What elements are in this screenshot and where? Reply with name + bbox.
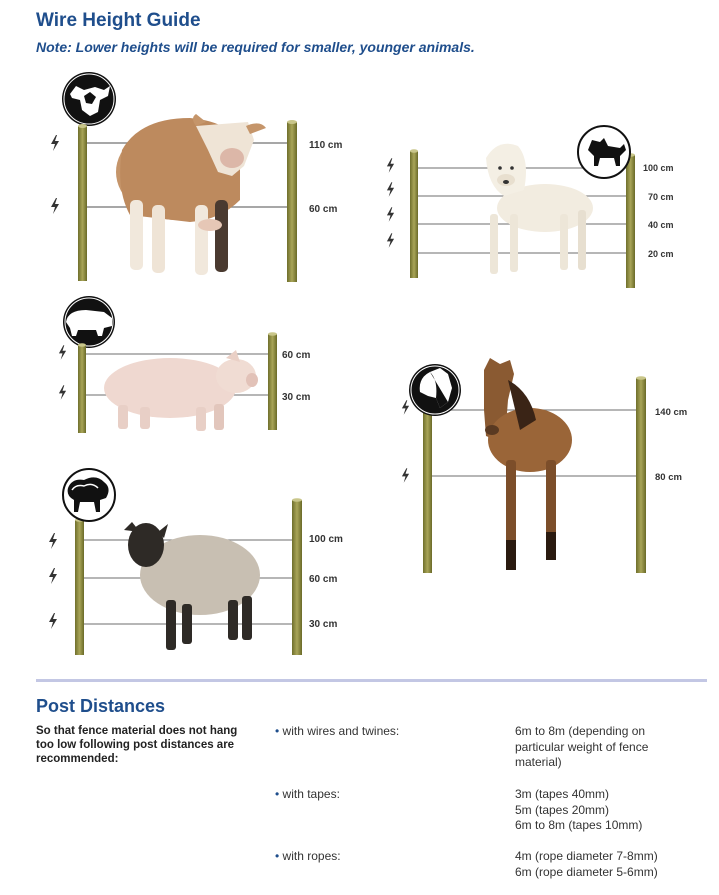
wire-height-label: 60 cm [309,574,338,585]
horse-illustration [484,358,572,570]
dog-panel [387,126,674,288]
pig-illustration [104,350,258,431]
post-distances-title: Post Distances [36,696,166,716]
bullet-icon: • [275,724,280,738]
cow-panel [51,72,342,282]
bullet-icon: • [275,787,280,801]
pig-panel [59,296,311,433]
bolt-icon [59,345,66,399]
section-divider [36,679,707,682]
fence-post [78,126,87,281]
distance-value: 6m to 8m (tapes 10mm) [515,818,643,832]
distance-value: 3m (tapes 40mm) [515,787,610,801]
distance-value: particular weight of fence [515,739,649,754]
fence-post [287,122,297,282]
post-distances-intro: So that fence material does not hang too low following post distances are recommended: [36,725,238,765]
distance-value: 4m (rope diameter 7-8mm) [515,849,658,863]
wire-height-label: 110 cm [309,140,343,151]
wire-height-label: 80 cm [655,472,682,483]
dog-illustration [486,144,593,274]
wire-height-label: 20 cm [648,249,674,259]
distance-value: 6m to 8m (depending on [515,724,646,738]
wire-height-label: 40 cm [648,220,674,230]
bullet-icon: • [275,849,280,863]
wire-height-label: 100 cm [643,163,674,173]
cow-icon [62,72,116,126]
wire-height-label: 100 cm [309,534,343,545]
wire-height-label: 60 cm [309,204,338,215]
distance-label: with ropes: [282,849,341,863]
sheep-illustration [124,522,260,650]
wire-height-label: 70 cm [648,192,674,202]
distance-values [515,787,705,834]
wire-height-label: 60 cm [282,350,311,361]
cow-illustration [116,114,266,275]
distance-label: with tapes: [282,787,340,801]
dog-icon [578,126,630,178]
distance-values [515,724,705,771]
bolt-icon [402,400,409,482]
bolt-icon [51,135,59,214]
page-title: Wire Height Guide [36,10,201,31]
distance-value: 6m (rope diameter 5-6mm) [515,864,658,879]
page-note: Note: Lower heights will be required for smaller, younger animals. [36,39,475,55]
wire-height-label: 140 cm [655,407,688,418]
distance-values [515,849,705,880]
distance-value: material) [515,755,562,769]
wire-height-label: 30 cm [309,619,338,630]
horse-panel [402,358,687,573]
bolt-icon [49,533,57,629]
distance-label: with wires and twines: [282,724,400,738]
sheep-panel [49,469,343,655]
horse-icon [409,364,461,416]
sheep-icon [63,469,115,521]
pig-icon [63,296,115,348]
wire-height-label: 30 cm [282,392,311,403]
bolt-icon [387,158,394,247]
distance-value: 5m (tapes 20mm) [515,802,610,817]
